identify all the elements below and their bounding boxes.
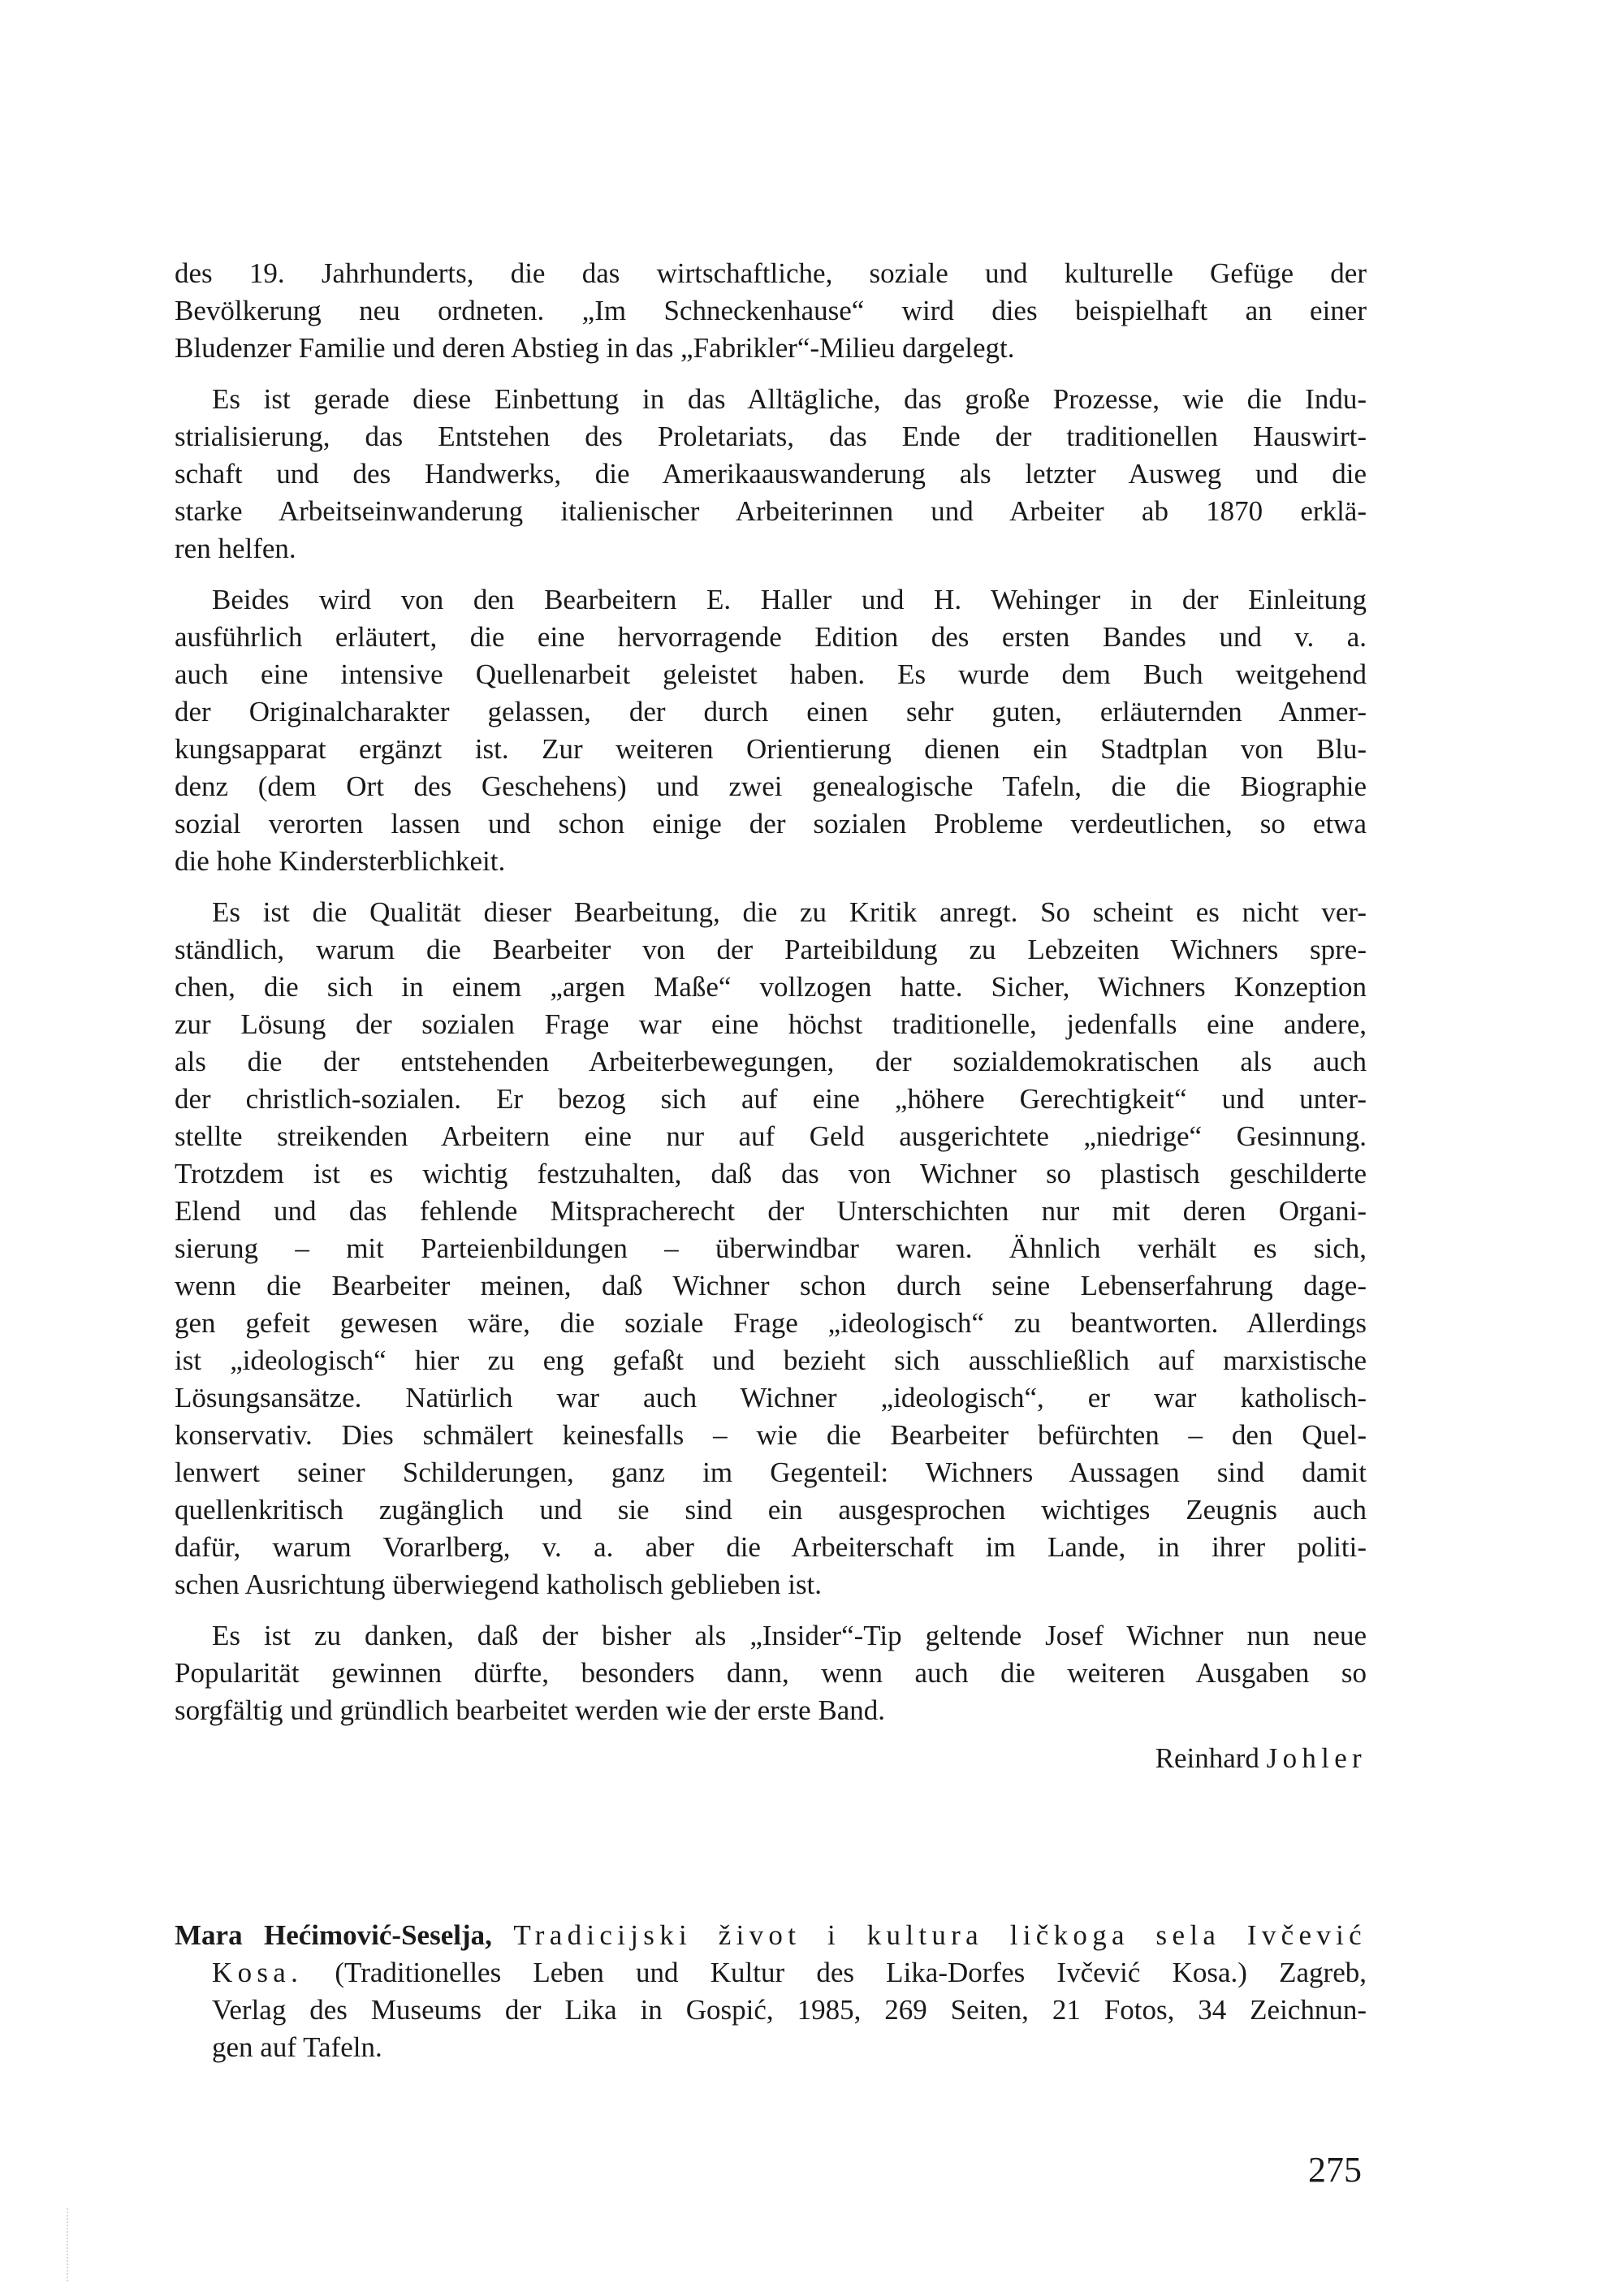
text-line: schen Ausrichtung überwiegend katholisch geblieben ist. (175, 1569, 823, 1600)
text-line: zur Lösung der sozialen Frage war eine höchst traditionelle, jedenfalls eine andere, (175, 1008, 1367, 1040)
text-line: ist „ideologisch“ hier zu eng gefaßt und bezieht sich ausschließlich auf marxistische (175, 1344, 1367, 1376)
text-line: die hohe Kindersterblichkeit. (175, 845, 506, 877)
review-book-author: Mara Hećimović-Seselja, (175, 1919, 492, 1951)
text-line: starke Arbeitseinwanderung italienischer Arbeiterinnen und Arbeiter ab 1870 erklä- (175, 495, 1367, 527)
review-entry-line (175, 1954, 1367, 1992)
text-line: Es ist zu danken, daß der bisher als „Insider“-Tip geltende Josef Wichner nun neue (212, 1620, 1367, 1651)
text-line: als die der entstehenden Arbeiterbewegungen, der sozialdemokratischen als auch (175, 1046, 1367, 1077)
text-line: Elend und das fehlende Mitspracherecht der Unterschichten nur mit deren Organi- (175, 1195, 1367, 1227)
text-line: der Originalcharakter gelassen, der durch einen sehr guten, erläuternden Anmer- (175, 696, 1367, 727)
book-review-entry (175, 1917, 1367, 2066)
review-entry-line (175, 1917, 1367, 1954)
text-line: auch eine intensive Quellenarbeit geleistet haben. Es wurde dem Buch weitgehend (175, 658, 1367, 690)
review-book-translation: (Traditionelles Leben und Kultur des Lika-Dorfes Ivčević Kosa.) Zagreb, (335, 1957, 1367, 1988)
review-book-title: Tradicijski život i kultura ličkoga sela Ivčević (513, 1919, 1367, 1951)
scan-margin-artifact (67, 2208, 70, 2281)
paragraph (175, 581, 1367, 880)
text-line: stellte streikenden Arbeitern eine nur auf Geld ausgerichtete „niedrige“ Gesinnung. (175, 1120, 1367, 1152)
text-line: des 19. Jahrhunderts, die das wirtschaftliche, soziale und kulturelle Gefüge der (175, 257, 1367, 289)
text-line: ren helfen. (175, 533, 296, 564)
text-line: sozial verorten lassen und schon einige der sozialen Probleme verdeutlichen, so etwa (175, 808, 1367, 839)
reviewer-signature (1155, 1740, 1367, 1777)
text-line: Lösungsansätze. Natürlich war auch Wichner „ideologisch“, er war katholisch- (175, 1382, 1367, 1413)
text-line: chen, die sich in einem „argen Maße“ vollzogen hatte. Sicher, Wichners Konzeption (175, 971, 1367, 1003)
paragraph (175, 381, 1367, 568)
reviewer-last-name: Johler (1266, 1742, 1367, 1774)
paragraph (175, 1617, 1367, 1729)
text-line: gen gefeit gewesen wäre, die soziale Frage „ideologisch“ zu beantworten. Allerdings (175, 1307, 1367, 1339)
paragraph (175, 894, 1367, 1603)
review-publication-details-end: gen auf Tafeln. (212, 2031, 382, 2063)
paragraph (175, 255, 1367, 367)
text-line: Es ist gerade diese Einbettung in das Alltägliche, das große Prozesse, wie die Indu- (212, 383, 1367, 415)
text-line: sierung – mit Parteienbildungen – überwindbar waren. Ähnlich verhält es sich, (175, 1232, 1367, 1264)
text-line: lenwert seiner Schilderungen, ganz im Gegenteil: Wichners Aussagen sind damit (175, 1457, 1367, 1488)
text-line: Es ist die Qualität dieser Bearbeitung, die zu Kritik anregt. So scheint es nicht ver- (212, 896, 1367, 928)
text-line: der christlich-sozialen. Er bezog sich auf eine „höhere Gerechtigkeit“ und unter- (175, 1083, 1367, 1115)
text-line: Trotzdem ist es wichtig festzuhalten, daß das von Wichner so plastisch geschilderte (175, 1158, 1367, 1189)
text-line: ständlich, warum die Bearbeiter von der Parteibildung zu Lebzeiten Wichners spre- (175, 934, 1367, 965)
text-line: ausführlich erläutert, die eine hervorragende Edition des ersten Bandes und v. a. (175, 621, 1367, 653)
text-line: konservativ. Dies schmälert keinesfalls – wie die Bearbeiter befürchten – den Quel- (175, 1419, 1367, 1451)
text-line: Bevölkerung neu ordneten. „Im Schneckenhause“ wird dies beispielhaft an einer (175, 295, 1367, 326)
text-line: strialisierung, das Entstehen des Proletariats, das Ende der traditionellen Hauswirt- (175, 421, 1367, 452)
text-line: denz (dem Ort des Geschehens) und zwei genealogische Tafeln, die die Biographie (175, 770, 1367, 802)
text-line: kungsapparat ergänzt ist. Zur weiteren Orientierung dienen ein Stadtplan von Blu- (175, 733, 1367, 765)
page-number: 275 (1308, 2150, 1362, 2190)
text-line: quellenkritisch zugänglich und sie sind ein ausgesprochen wichtiges Zeugnis auch (175, 1494, 1367, 1526)
review-publication-details: Verlag des Museums der Lika in Gospić, 1985, 269 Seiten, 21 Fotos, 34 Zeichnun- (212, 1994, 1367, 2026)
reviewer-first-name: Reinhard (1155, 1742, 1259, 1774)
text-line: Popularität gewinnen dürfte, besonders dann, wenn auch die weiteren Ausgaben so (175, 1657, 1367, 1689)
text-line: schaft und des Handwerks, die Amerikaauswanderung als letzter Ausweg und die (175, 458, 1367, 490)
text-line: sorgfältig und gründlich bearbeitet werden wie der erste Band. (175, 1694, 886, 1726)
review-book-title-end: Kosa. (212, 1957, 304, 1988)
text-line: wenn die Bearbeiter meinen, daß Wichner schon durch seine Lebenserfahrung dage- (175, 1270, 1367, 1301)
text-line: Beides wird von den Bearbeitern E. Haller und H. Wehinger in der Einleitung (212, 584, 1367, 615)
review-article-body (175, 255, 1367, 1743)
text-line: Bludenzer Familie und deren Abstieg in das „Fabrikler“-Milieu dargelegt. (175, 332, 1015, 364)
text-line: dafür, warum Vorarlberg, v. a. aber die Arbeiterschaft im Lande, in ihrer politi- (175, 1531, 1367, 1563)
